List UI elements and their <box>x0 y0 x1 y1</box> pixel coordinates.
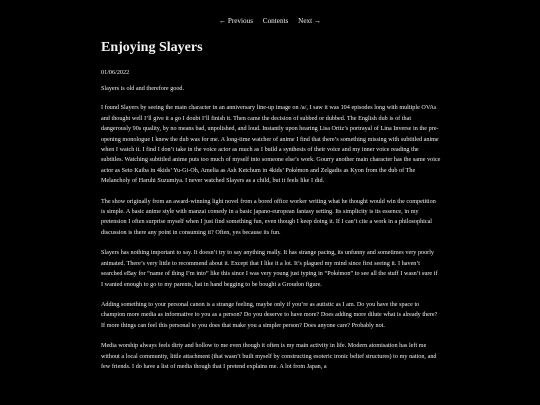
previous-link[interactable]: ← Previous <box>218 17 253 25</box>
paragraph: Media worship always feels dirty and hollow to me even though it often is my main activity in life. Modern atomisation has left me without a local community, little attachment (that wasn’t built myself by constructing esoteric ironic belief structures) to my nation, and few friends. I do have a list of media though that I pretend explains me. A lot from Japan, a <box>101 343 437 370</box>
next-link[interactable]: Next → <box>298 17 322 25</box>
contents-link[interactable]: Contents <box>262 17 289 25</box>
paragraph: Slayers is old and therefore good. <box>101 86 185 92</box>
post-date: 01/06/2022 <box>101 69 130 76</box>
paragraph: Adding something to your personal canon is a strange feeling, maybe only if you’re as autistic as I am. Do you have the space to champion more media as informative to you as a person? Do you deserve to have more? Does adding more dilute what is already there? If more things can feel this personal to you does that make you a simpler person? Does anyone care? Probably not. <box>101 301 438 329</box>
paragraph: I found Slayers by seeing the main character in an anniversary line-up image on /a/, I saw it was 104 episodes long with multiple OVAs and thought well I’ll give it a go I doubt I’ll finish it. Then came the decision of subbed or dubbed. The English dub is of that dangerously 90s quality, by no means bad, unpolished, and loud. Instantly upon hearing Lisa Ortiz’s portrayal of Lina Inverse in the pre-opening monologue I knew the dub was for me. A long-time watcher of anime I find that there’s something missing with subtitled anime when I watch it. I find I don’t take in the voice actor as much as I build a synthesis of their voice and my inner voice reading the subtitles. Watching subtitled anime puts too much of myself into someone else’s work. Gourry another main character has the same voice actor as Seto Kaiba in 4kids’ Yu-Gi-Oh, Amelia as Ash Ketchum in 4kids’ Pokémon and Zelgadis as Kyon from the dub of The Melancholy of Haruhi Suzumiya. I never watched Slayers as a child, but it feels like I did. <box>101 105 441 185</box>
post-navigation <box>0 17 540 26</box>
post-title: Enjoying Slayers <box>101 40 203 55</box>
paragraph: Slayers has nothing important to say. It doesn’t try to say anything really. It has strange pacing, its unfunny and sometimes very poorly animated. There’s very little to recommend about it. Except that I like it a lot. It’s plagued my mind since first seeing it. I haven’t searched eBay for “name of thing I’m into” like this since I was very young just typing in “Pokémon” to see all the stuff I wasn’t sure if I wanted enough to go to my parents, hat in hand begging to be bought a Groudon figure. <box>101 250 438 288</box>
paragraph: The show originally from an award-winning light novel from a bored office worker writing what he thought would win the competition is simple. A basic anime style with manzai comedy in a basic japano-european fantasy setting. Its simplicity is its essence, in my pretension I often surprise myself when I just find something fun, even though I keep doing it. If I can’t cite a work in a philosophical discussion is there any point in consuming it? Often, yes because its fun. <box>101 198 436 236</box>
article <box>101 39 441 372</box>
